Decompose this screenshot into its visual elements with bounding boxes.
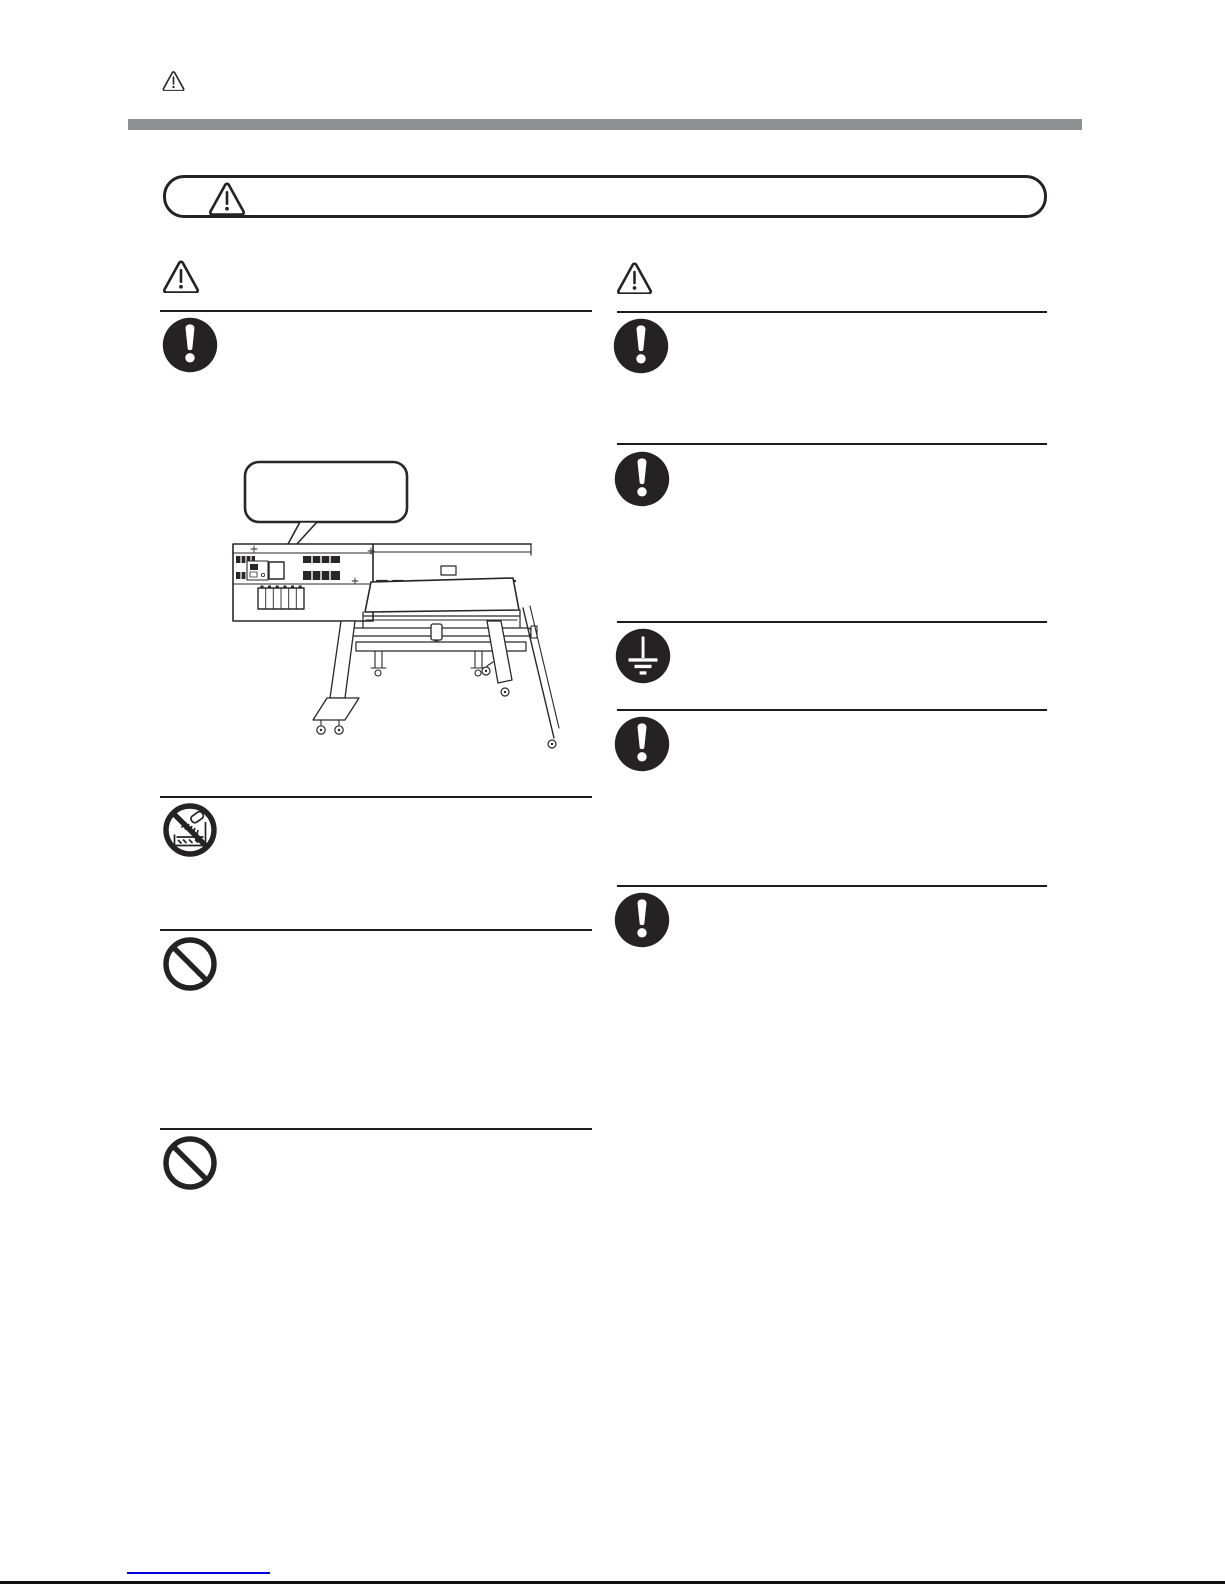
footer-link[interactable] [127, 1572, 270, 1574]
mandatory-action-icon [614, 716, 670, 772]
warning-triangle-icon [162, 259, 200, 293]
mandatory-action-icon [613, 318, 669, 374]
page-bottom-border [0, 1581, 1225, 1584]
section-rule [617, 443, 1047, 445]
ground-connection-icon [615, 628, 671, 684]
warning-triangle-icon [208, 181, 246, 215]
mandatory-action-icon [614, 892, 670, 948]
section-rule [617, 621, 1047, 623]
callout-bubble [245, 462, 407, 522]
section-rule [160, 1128, 592, 1130]
section-rule [160, 929, 592, 931]
printer-illustration [225, 452, 560, 752]
mandatory-action-icon [614, 451, 670, 507]
top-divider-bar [128, 119, 1082, 130]
printer-front-cover [365, 578, 519, 612]
section-rule [160, 310, 592, 312]
section-rule [617, 311, 1047, 313]
safety-label-panel [269, 562, 284, 579]
warning-triangle-icon [616, 261, 653, 294]
warning-triangle-icon [162, 70, 185, 91]
prohibition-icon [162, 1135, 218, 1191]
no-water-prohibition-icon [162, 802, 218, 858]
section-rule [617, 709, 1047, 711]
warning-banner [163, 175, 1047, 218]
section-rule [160, 796, 592, 798]
mandatory-action-icon [162, 317, 218, 373]
prohibition-icon [162, 936, 218, 992]
section-rule [617, 885, 1047, 887]
